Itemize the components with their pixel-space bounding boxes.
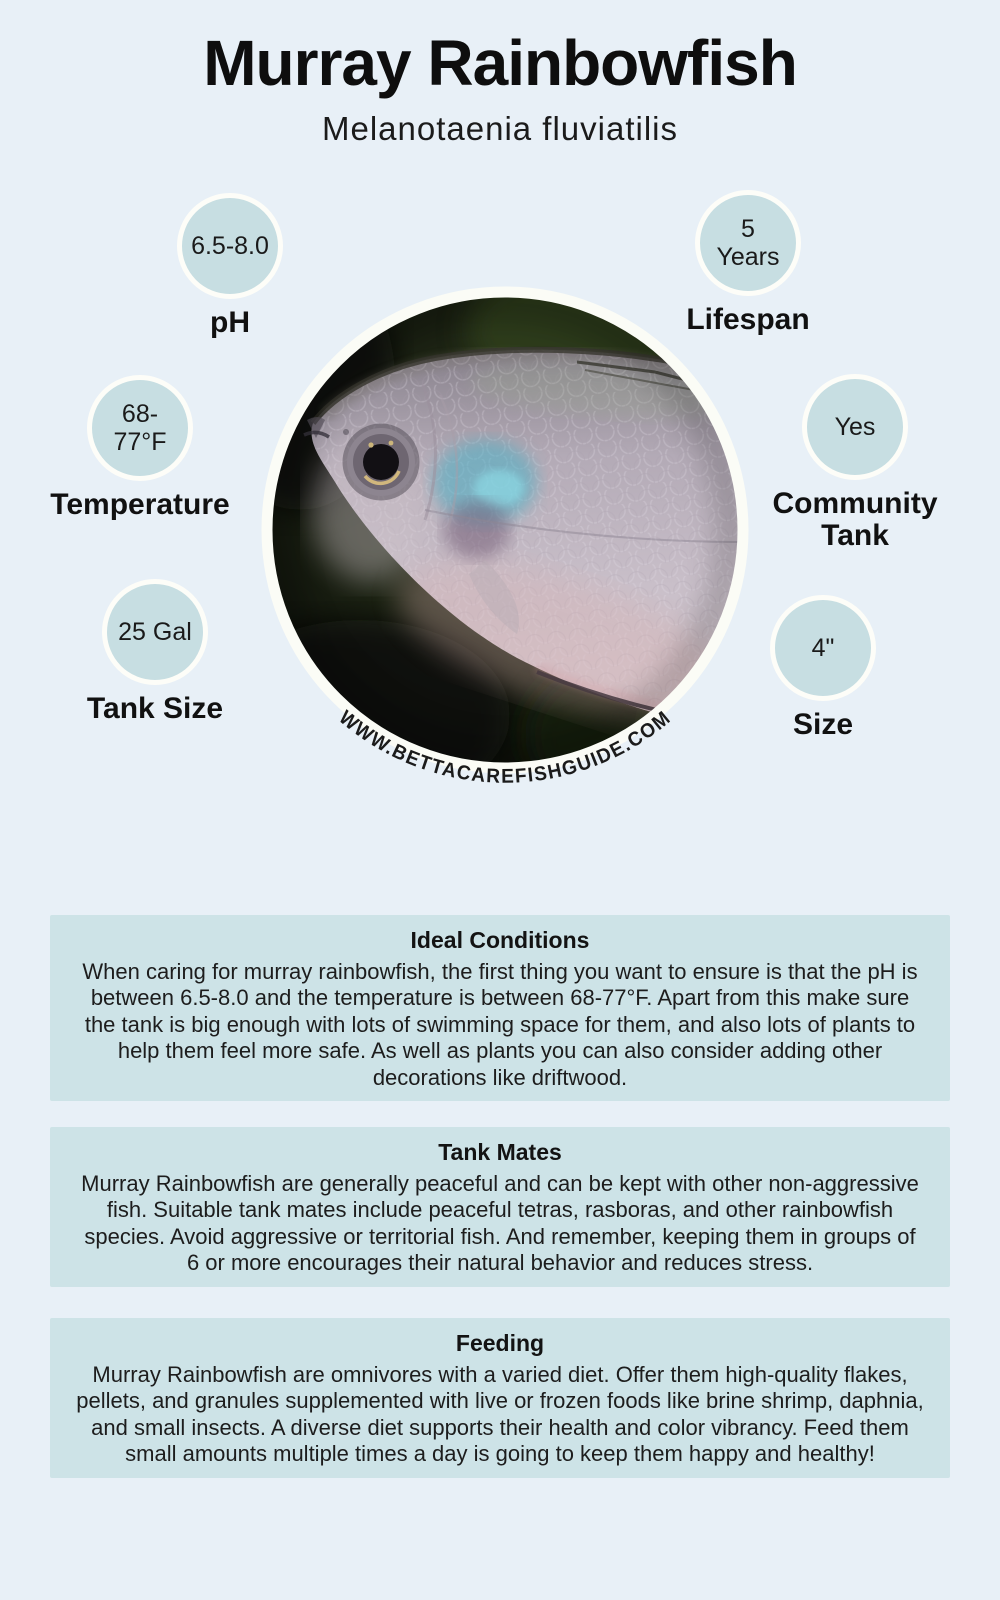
badge-ph-circle bbox=[177, 193, 283, 299]
badge-tank-size-label: Tank Size bbox=[86, 692, 224, 725]
badge-size-circle bbox=[770, 595, 876, 701]
badge-lifespan-value: 5 Years bbox=[716, 215, 780, 271]
badge-lifespan bbox=[628, 190, 868, 336]
badge-ph-label: pH bbox=[210, 306, 250, 339]
section-tank-mates-title: Tank Mates bbox=[438, 1139, 562, 1165]
section-feeding-title: Feeding bbox=[455, 1330, 545, 1356]
badge-community-tank-label: Community Tank bbox=[772, 487, 938, 553]
section-ideal-conditions bbox=[50, 915, 950, 1101]
section-feeding-body: Murray Rainbowfish are omnivores with a varied diet. Offer them high-quality flakes, pellets, and granules supplemented with live or frozen foods like brine shrimp, daphnia, and small insects. A diverse diet supports their health and color vibrancy. Feed them small amounts multiple times a day is going to keep them happy and healthy! bbox=[76, 1362, 924, 1467]
badge-tank-size-circle bbox=[102, 579, 208, 685]
badge-lifespan-label: Lifespan bbox=[686, 303, 810, 336]
badge-ph bbox=[110, 193, 350, 339]
badge-size bbox=[703, 595, 943, 741]
section-tank-mates bbox=[50, 1127, 950, 1287]
badge-temperature bbox=[20, 375, 260, 521]
badge-tank-size-value: 25 Gal bbox=[118, 618, 192, 646]
badge-community-tank-circle bbox=[802, 374, 908, 480]
badge-ph-value: 6.5-8.0 bbox=[191, 232, 269, 260]
badge-lifespan-circle bbox=[695, 190, 801, 296]
badge-size-label: Size bbox=[792, 708, 854, 741]
section-ideal-conditions-body: When caring for murray rainbowfish, the first thing you want to ensure is that the pH is between 6.5-8.0 and the temperature is between 68-77°F. Apart from this make sure the tank is big enough with lots of swimming space for them, and also lots of plants to help them feel more safe. As well as plants you can also consider adding other decorations like driftwood. bbox=[82, 959, 918, 1090]
badge-community-tank-value: Yes bbox=[834, 413, 876, 441]
badge-tank-size bbox=[35, 579, 275, 725]
badge-temperature-value: 68-77°F bbox=[113, 400, 167, 456]
badge-size-value: 4" bbox=[811, 634, 835, 662]
fish-nostril bbox=[343, 429, 349, 435]
fish-eye bbox=[345, 426, 417, 498]
section-ideal-conditions-title: Ideal Conditions bbox=[410, 927, 590, 953]
section-feeding bbox=[50, 1318, 950, 1478]
section-tank-mates-body: Murray Rainbowfish are generally peaceful and can be kept with other non-aggressive fish. Suitable tank mates include peaceful tetras, rasboras, and other rainbowfish species. Avoid aggressive or territorial fish. And remember, keeping them in groups of 6 or more encourages their natural behavior and reduces stress. bbox=[81, 1171, 919, 1276]
badge-community-tank bbox=[735, 374, 975, 553]
badge-temperature-label: Temperature bbox=[50, 488, 230, 521]
watermark-text: WWW.BETTACAREFISHGUIDE.COM bbox=[334, 706, 677, 788]
badge-temperature-circle bbox=[87, 375, 193, 481]
page-title: Murray Rainbowfish bbox=[203, 27, 797, 99]
page-subtitle: Melanotaenia fluviatilis bbox=[321, 110, 678, 147]
